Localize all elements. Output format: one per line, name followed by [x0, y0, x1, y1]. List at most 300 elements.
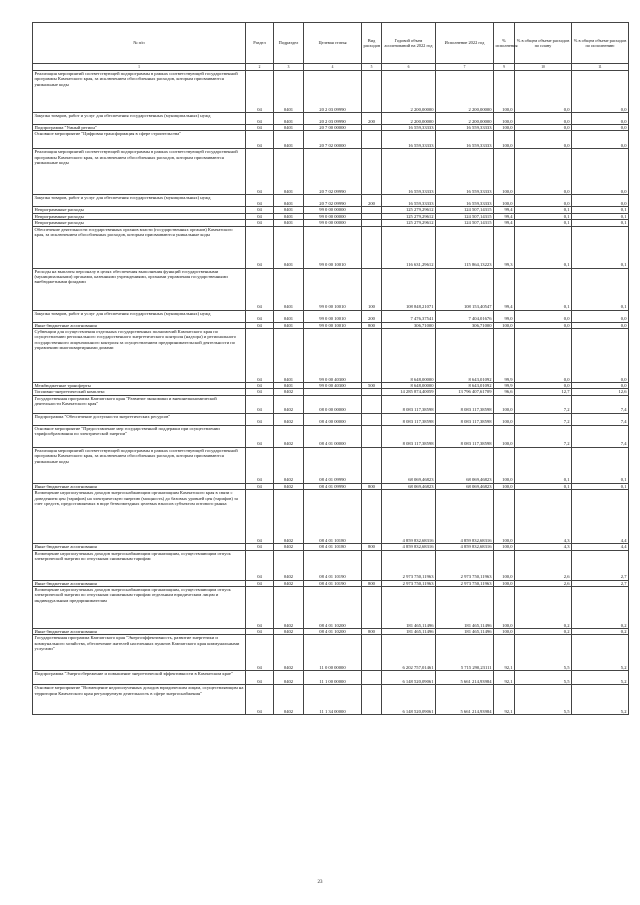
- table-row: [33, 113, 629, 125]
- row-name-cell: Реализация мероприятий соответствующей подпрограммы в рамках соответствующей государственной программы Камчатского края, за исключением обособленных расходов, которым присваиваются уникальные коды: [33, 447, 246, 483]
- plan-amount-cell: 4 859 832,68316: [382, 490, 436, 544]
- razdel-cell: 04: [246, 322, 274, 328]
- share-fact-cell: 5,2: [572, 685, 629, 715]
- row-name-cell: Подпрограмма "Обеспечение доступности энергетических ресурсов": [33, 413, 246, 425]
- razdel-cell: 04: [246, 389, 274, 395]
- column-number-cell: 5: [362, 64, 382, 71]
- row-name-cell: Закупка товаров, работ и услуг для обеспечения государственных (муниципальных) нужд: [33, 310, 246, 322]
- podrazdel-cell: 0401: [274, 322, 304, 328]
- razdel-cell: 04: [246, 329, 274, 383]
- fact-amount-cell: 68 069,46823: [436, 447, 494, 483]
- plan-amount-cell: 14 285 874,40059: [382, 389, 436, 395]
- share-plan-cell: 2,6: [515, 580, 572, 586]
- razdel-cell: 04: [246, 629, 274, 635]
- column-number-cell: 3: [274, 64, 304, 71]
- razdel-cell: 04: [246, 671, 274, 685]
- share-fact-cell: 2,7: [572, 580, 629, 586]
- share-fact-cell: 0,0: [572, 195, 629, 207]
- share-plan-cell: 2,6: [515, 550, 572, 580]
- fact-amount-cell: 8 643,01092: [436, 383, 494, 389]
- fact-amount-cell: 181 465,11496: [436, 587, 494, 629]
- share-plan-cell: 0,0: [515, 383, 572, 389]
- target-article-cell: 20 7 02 09990: [304, 195, 362, 207]
- execution-percent-cell: 100,0: [494, 395, 515, 413]
- column-number-row: [33, 64, 629, 71]
- razdel-cell: 04: [246, 131, 274, 149]
- podrazdel-cell: 0401: [274, 149, 304, 195]
- document-page: [32, 22, 628, 715]
- share-fact-cell: 0,1: [572, 226, 629, 268]
- fact-amount-cell: 115 864,13223: [436, 226, 494, 268]
- fact-amount-cell: 124 507,14315: [436, 207, 494, 213]
- share-fact-cell: 0,2: [572, 629, 629, 635]
- share-plan-cell: 0,0: [515, 113, 572, 125]
- table-row: [33, 635, 629, 671]
- share-fact-cell: 5,2: [572, 635, 629, 671]
- share-plan-cell: 7,2: [515, 413, 572, 425]
- fact-amount-cell: 8 083 117,38598: [436, 395, 494, 413]
- target-article-cell: 20 7 02 09990: [304, 149, 362, 195]
- plan-amount-cell: 68 069,46823: [382, 447, 436, 483]
- plan-amount-cell: 181 465,11496: [382, 629, 436, 635]
- execution-percent-cell: 99,9: [494, 383, 515, 389]
- row-name-cell: Закупка товаров, работ и услуг для обеспечения государственных (муниципальных) нужд: [33, 113, 246, 125]
- expense-type-cell: [362, 413, 382, 425]
- header-cell: Годовой объем ассигнований на 2022 год: [382, 23, 436, 64]
- podrazdel-cell: 0401: [274, 268, 304, 310]
- expense-type-cell: 800: [362, 322, 382, 328]
- target-article-cell: 08 4 01 10200: [304, 629, 362, 635]
- header-cell: % в общем объеме расходов по плану: [515, 23, 572, 64]
- podrazdel-cell: 0402: [274, 490, 304, 544]
- row-name-cell: Закупка товаров, работ и услуг для обеспечения государственных (муниципальных) нужд: [33, 195, 246, 207]
- share-fact-cell: 0,1: [572, 483, 629, 489]
- podrazdel-cell: 0402: [274, 483, 304, 489]
- razdel-cell: 04: [246, 550, 274, 580]
- plan-amount-cell: 2 973 750,11963: [382, 580, 436, 586]
- share-fact-cell: 7,4: [572, 395, 629, 413]
- share-fact-cell: 0,1: [572, 213, 629, 219]
- plan-amount-cell: 181 465,11496: [382, 587, 436, 629]
- share-plan-cell: 0,0: [515, 125, 572, 131]
- expense-type-cell: 800: [362, 580, 382, 586]
- razdel-cell: 04: [246, 447, 274, 483]
- row-name-cell: Непрограммные расходы: [33, 207, 246, 213]
- expense-type-cell: 200: [362, 195, 382, 207]
- header-cell: № п/п: [33, 23, 246, 64]
- target-article-cell: 11 0 00 00000: [304, 635, 362, 671]
- table-row: [33, 395, 629, 413]
- podrazdel-cell: 0402: [274, 425, 304, 447]
- plan-amount-cell: 125 279,29612: [382, 220, 436, 226]
- execution-percent-cell: 100,0: [494, 580, 515, 586]
- fact-amount-cell: 4 859 832,68316: [436, 490, 494, 544]
- execution-percent-cell: 100,0: [494, 413, 515, 425]
- share-fact-cell: 2,7: [572, 550, 629, 580]
- podrazdel-cell: 0402: [274, 635, 304, 671]
- plan-amount-cell: 8 648,00000: [382, 383, 436, 389]
- share-fact-cell: 0,0: [572, 71, 629, 113]
- share-fact-cell: 0,1: [572, 268, 629, 310]
- share-plan-cell: 0,1: [515, 483, 572, 489]
- plan-amount-cell: 16 559,33333: [382, 195, 436, 207]
- row-name-cell: Основное мероприятие "Цифровая трансформация в сфере строительства": [33, 131, 246, 149]
- share-plan-cell: 0,2: [515, 629, 572, 635]
- plan-amount-cell: 7 476,37541: [382, 310, 436, 322]
- execution-percent-cell: 100,0: [494, 483, 515, 489]
- share-fact-cell: 0,0: [572, 113, 629, 125]
- fact-amount-cell: 2 200,00000: [436, 113, 494, 125]
- column-number-cell: 7: [436, 64, 494, 71]
- expense-type-cell: [362, 425, 382, 447]
- header-cell: % в общем объеме расходов по исполнению: [572, 23, 629, 64]
- execution-percent-cell: 99,4: [494, 213, 515, 219]
- target-article-cell: 08 4 01 10180: [304, 490, 362, 544]
- execution-percent-cell: 100,0: [494, 149, 515, 195]
- plan-amount-cell: 6 148 520,09061: [382, 685, 436, 715]
- row-name-cell: Подпрограмма "Энергосбережение и повышение энергетической эффективности в Камчатском крае": [33, 671, 246, 685]
- plan-amount-cell: 6 148 520,09061: [382, 671, 436, 685]
- budget-table: [32, 22, 629, 715]
- column-number-cell: 1: [33, 64, 246, 71]
- razdel-cell: 04: [246, 587, 274, 629]
- execution-percent-cell: 100,0: [494, 629, 515, 635]
- expense-type-cell: [362, 671, 382, 685]
- execution-percent-cell: 100,0: [494, 425, 515, 447]
- razdel-cell: 04: [246, 425, 274, 447]
- plan-amount-cell: 16 559,33333: [382, 149, 436, 195]
- row-name-cell: Основное мероприятие "Возмещение недополученных доходов юридическим лицам, осуществляющим на территории Камчатского края регулируемую деятельность в сфере энергоснабжения": [33, 685, 246, 715]
- expense-type-cell: [362, 587, 382, 629]
- fact-amount-cell: 5 661 214,93984: [436, 671, 494, 685]
- podrazdel-cell: 0401: [274, 207, 304, 213]
- column-number-cell: 9: [494, 64, 515, 71]
- execution-percent-cell: 100,0: [494, 587, 515, 629]
- expense-type-cell: [362, 149, 382, 195]
- share-fact-cell: 0,1: [572, 220, 629, 226]
- expense-type-cell: [362, 635, 382, 671]
- razdel-cell: 04: [246, 220, 274, 226]
- podrazdel-cell: 0402: [274, 395, 304, 413]
- target-article-cell: 20 7 02 00000: [304, 131, 362, 149]
- expense-type-cell: 100: [362, 268, 382, 310]
- fact-amount-cell: 8 083 117,38598: [436, 425, 494, 447]
- execution-percent-cell: 100,0: [494, 447, 515, 483]
- razdel-cell: 04: [246, 213, 274, 219]
- header-cell: Целевая статья: [304, 23, 362, 64]
- share-plan-cell: 7,2: [515, 425, 572, 447]
- fact-amount-cell: 8 083 117,38598: [436, 413, 494, 425]
- page-number: 23: [317, 880, 323, 885]
- header-cell: Подраздел: [274, 23, 304, 64]
- column-number-cell: 4: [304, 64, 362, 71]
- fact-amount-cell: 5 715 290,23111: [436, 635, 494, 671]
- plan-amount-cell: 2 200,00000: [382, 71, 436, 113]
- row-name-cell: Реализация мероприятий соответствующей подпрограммы в рамках соответствующей государственной программы Камчатского края, за исключением обособленных расходов, которым присваиваются уникальные коды: [33, 71, 246, 113]
- plan-amount-cell: 6 202 757,01461: [382, 635, 436, 671]
- row-name-cell: Непрограммные расходы: [33, 213, 246, 219]
- share-plan-cell: 0,1: [515, 220, 572, 226]
- table-header-row: [33, 23, 629, 64]
- expense-type-cell: 200: [362, 113, 382, 125]
- execution-percent-cell: 92,1: [494, 635, 515, 671]
- execution-percent-cell: 92,1: [494, 685, 515, 715]
- razdel-cell: 04: [246, 544, 274, 550]
- share-plan-cell: 0,0: [515, 149, 572, 195]
- expense-type-cell: 800: [362, 629, 382, 635]
- target-article-cell: 11 1 34 00000: [304, 685, 362, 715]
- share-fact-cell: 0,0: [572, 125, 629, 131]
- share-plan-cell: 5,5: [515, 685, 572, 715]
- share-plan-cell: 0,1: [515, 447, 572, 483]
- execution-percent-cell: 100,0: [494, 113, 515, 125]
- row-name-cell: Возмещение недополученных доходов энергоснабжающим организациям, осуществляющим отпуск электрической энергии по отпускным сниженным тарифам отдельным юридическим лицам и индивидуальным предпринимателям: [33, 587, 246, 629]
- podrazdel-cell: 0402: [274, 685, 304, 715]
- share-fact-cell: 4,4: [572, 490, 629, 544]
- target-article-cell: 20 2 03 09990: [304, 71, 362, 113]
- razdel-cell: 04: [246, 635, 274, 671]
- expense-type-cell: 800: [362, 544, 382, 550]
- expense-type-cell: [362, 131, 382, 149]
- plan-amount-cell: 125 279,29612: [382, 213, 436, 219]
- razdel-cell: 04: [246, 195, 274, 207]
- table-row: [33, 268, 629, 310]
- podrazdel-cell: 0401: [274, 383, 304, 389]
- razdel-cell: 04: [246, 268, 274, 310]
- table-row: [33, 587, 629, 629]
- table-row: [33, 195, 629, 207]
- plan-amount-cell: 108 848,21071: [382, 268, 436, 310]
- plan-amount-cell: 306,71000: [382, 322, 436, 328]
- share-plan-cell: 0,0: [515, 131, 572, 149]
- podrazdel-cell: 0401: [274, 213, 304, 219]
- row-name-cell: Иные бюджетные ассигнования: [33, 544, 246, 550]
- share-fact-cell: 5,2: [572, 671, 629, 685]
- row-name-cell: Реализация мероприятий соответствующей подпрограммы в рамках соответствующей государственной программы Камчатского края, за исключением обособленных расходов, которым присваиваются уникальные коды: [33, 149, 246, 195]
- expense-type-cell: [362, 550, 382, 580]
- plan-amount-cell: 16 559,33333: [382, 131, 436, 149]
- row-name-cell: Подпрограмма "Умный регион": [33, 125, 246, 131]
- share-fact-cell: 0,0: [572, 131, 629, 149]
- share-plan-cell: 4,3: [515, 544, 572, 550]
- table-row: [33, 550, 629, 580]
- plan-amount-cell: 2 200,00000: [382, 113, 436, 125]
- fact-amount-cell: 5 661 214,93984: [436, 685, 494, 715]
- razdel-cell: 04: [246, 226, 274, 268]
- target-article-cell: 99 0 00 40300: [304, 383, 362, 389]
- razdel-cell: 04: [246, 207, 274, 213]
- target-article-cell: 08 4 01 10200: [304, 587, 362, 629]
- share-plan-cell: 5,5: [515, 635, 572, 671]
- share-fact-cell: 0,0: [572, 310, 629, 322]
- column-number-cell: 10: [515, 64, 572, 71]
- execution-percent-cell: 99,4: [494, 207, 515, 213]
- razdel-cell: 04: [246, 113, 274, 125]
- share-fact-cell: 7,4: [572, 413, 629, 425]
- row-name-cell: Межбюджетные трансферты: [33, 383, 246, 389]
- header-cell: Исполнение 2022 год: [436, 23, 494, 64]
- fact-amount-cell: 7 404,01676: [436, 310, 494, 322]
- execution-percent-cell: 100,0: [494, 71, 515, 113]
- fact-amount-cell: 16 559,33333: [436, 195, 494, 207]
- razdel-cell: 04: [246, 483, 274, 489]
- razdel-cell: 04: [246, 413, 274, 425]
- share-fact-cell: 0,2: [572, 587, 629, 629]
- target-article-cell: 99 0 00 10010: [304, 322, 362, 328]
- execution-percent-cell: 99,0: [494, 310, 515, 322]
- target-article-cell: 20 2 03 09990: [304, 113, 362, 125]
- fact-amount-cell: 181 465,11496: [436, 629, 494, 635]
- expense-type-cell: [362, 226, 382, 268]
- razdel-cell: 04: [246, 395, 274, 413]
- share-plan-cell: 0,0: [515, 322, 572, 328]
- share-plan-cell: 0,1: [515, 207, 572, 213]
- row-name-cell: Субвенции для осуществления отдельных государственных полномочий Камчатского края по осуществлению регионального государственного энергетического контроля (надзора) и регионального государственного лицензионного контроля за осуществлением предпринимательской деятельности по управлению многоквартирными домами: [33, 329, 246, 383]
- razdel-cell: 04: [246, 149, 274, 195]
- row-name-cell: Расходы на выплаты персоналу в целях обеспечения выполнения функций государственными (муниципальными) органами, казенными учреждениями, органами управления государственными внебюджетными фондами: [33, 268, 246, 310]
- fact-amount-cell: 124 507,14315: [436, 220, 494, 226]
- podrazdel-cell: 0402: [274, 550, 304, 580]
- target-article-cell: 99 0 00 00000: [304, 213, 362, 219]
- fact-amount-cell: 306,71000: [436, 322, 494, 328]
- row-name-cell: Возмещение недополученных доходов энергоснабжающим организациям Камчатского края в связи с доведением цен (тарифов) на электрическую энергию (мощность) до базовых уровней цен (тарифов) за счет средств, предоставляемых в виде безвозмездных целевых взносов субъектом оптового рынка: [33, 490, 246, 544]
- table-row: [33, 226, 629, 268]
- fact-amount-cell: 13 796 407,61709: [436, 389, 494, 395]
- share-fact-cell: 0,1: [572, 447, 629, 483]
- razdel-cell: 04: [246, 383, 274, 389]
- share-plan-cell: 0,0: [515, 195, 572, 207]
- table-row: [33, 310, 629, 322]
- table-row: [33, 413, 629, 425]
- target-article-cell: 99 0 00 10010: [304, 310, 362, 322]
- row-name-cell: Иные бюджетные ассигнования: [33, 629, 246, 635]
- row-name-cell: Возмещение недополученных доходов энергоснабжающим организациям, осуществляющим отпуск электрической энергии по отпускным сниженным тарифам: [33, 550, 246, 580]
- plan-amount-cell: 8 083 117,38598: [382, 413, 436, 425]
- row-name-cell: Иные бюджетные ассигнования: [33, 483, 246, 489]
- target-article-cell: 99 0 00 40300: [304, 329, 362, 383]
- row-name-cell: Непрограммные расходы: [33, 220, 246, 226]
- share-fact-cell: 0,1: [572, 207, 629, 213]
- execution-percent-cell: 100,0: [494, 490, 515, 544]
- podrazdel-cell: 0402: [274, 587, 304, 629]
- plan-amount-cell: 116 631,29612: [382, 226, 436, 268]
- razdel-cell: 04: [246, 125, 274, 131]
- plan-amount-cell: 8 083 117,38598: [382, 395, 436, 413]
- column-number-cell: 11: [572, 64, 629, 71]
- razdel-cell: 04: [246, 580, 274, 586]
- fact-amount-cell: 16 559,33333: [436, 131, 494, 149]
- header-cell: Вид расходов: [362, 23, 382, 64]
- share-plan-cell: 0,1: [515, 268, 572, 310]
- row-name-cell: Государственная программа Камчатского края "Развитие экономики и внешнеэкономической деятельности Камчатского края": [33, 395, 246, 413]
- target-article-cell: 08 4 01 00000: [304, 425, 362, 447]
- column-number-cell: 6: [382, 64, 436, 71]
- share-plan-cell: 12,7: [515, 389, 572, 395]
- target-article-cell: 08 4 01 09990: [304, 447, 362, 483]
- podrazdel-cell: 0401: [274, 226, 304, 268]
- row-name-cell: Обеспечение деятельности государственных органов власти (государственных органов) Камчатского края, за исключением обособленных расходов, которым присваиваются уникальные коды: [33, 226, 246, 268]
- podrazdel-cell: 0401: [274, 71, 304, 113]
- podrazdel-cell: 0401: [274, 220, 304, 226]
- target-article-cell: 08 4 01 09990: [304, 483, 362, 489]
- table-row: [33, 685, 629, 715]
- target-article-cell: 08 4 00 00000: [304, 413, 362, 425]
- razdel-cell: 04: [246, 685, 274, 715]
- expense-type-cell: 500: [362, 383, 382, 389]
- expense-type-cell: [362, 447, 382, 483]
- fact-amount-cell: 16 559,33333: [436, 125, 494, 131]
- share-fact-cell: 4,4: [572, 544, 629, 550]
- share-fact-cell: 0,0: [572, 322, 629, 328]
- column-number-cell: 2: [246, 64, 274, 71]
- expense-type-cell: [362, 71, 382, 113]
- podrazdel-cell: 0401: [274, 113, 304, 125]
- podrazdel-cell: 0402: [274, 413, 304, 425]
- target-article-cell: 08 4 01 10180: [304, 544, 362, 550]
- share-plan-cell: 0,2: [515, 587, 572, 629]
- table-row: [33, 671, 629, 685]
- row-name-cell: Иные бюджетные ассигнования: [33, 322, 246, 328]
- execution-percent-cell: 100,0: [494, 131, 515, 149]
- table-row: [33, 490, 629, 544]
- fact-amount-cell: 4 859 832,68316: [436, 544, 494, 550]
- execution-percent-cell: 100,0: [494, 544, 515, 550]
- execution-percent-cell: 96,6: [494, 389, 515, 395]
- podrazdel-cell: 0401: [274, 195, 304, 207]
- share-plan-cell: 0,1: [515, 226, 572, 268]
- podrazdel-cell: 0402: [274, 671, 304, 685]
- row-name-cell: Основное мероприятие "Предоставление мер государственной поддержки при осуществлении тарифообразования по электрической энергии": [33, 425, 246, 447]
- target-article-cell: 99 0 00 00000: [304, 220, 362, 226]
- fact-amount-cell: 124 507,14315: [436, 213, 494, 219]
- share-fact-cell: 7,4: [572, 425, 629, 447]
- table-row: [33, 71, 629, 113]
- podrazdel-cell: 0401: [274, 131, 304, 149]
- table-row: [33, 131, 629, 149]
- plan-amount-cell: 68 069,46823: [382, 483, 436, 489]
- plan-amount-cell: 2 973 750,11963: [382, 550, 436, 580]
- plan-amount-cell: 4 859 832,68316: [382, 544, 436, 550]
- razdel-cell: 04: [246, 490, 274, 544]
- execution-percent-cell: 100,0: [494, 322, 515, 328]
- header-cell: Раздел: [246, 23, 274, 64]
- expense-type-cell: 200: [362, 310, 382, 322]
- execution-percent-cell: 99,4: [494, 220, 515, 226]
- execution-percent-cell: 100,0: [494, 125, 515, 131]
- fact-amount-cell: 2 973 750,11963: [436, 550, 494, 580]
- share-plan-cell: 0,0: [515, 71, 572, 113]
- podrazdel-cell: 0401: [274, 329, 304, 383]
- expense-type-cell: [362, 490, 382, 544]
- target-article-cell: 08 4 01 10190: [304, 580, 362, 586]
- expense-type-cell: [362, 395, 382, 413]
- podrazdel-cell: 0402: [274, 389, 304, 395]
- target-article-cell: 20 7 00 00000: [304, 125, 362, 131]
- podrazdel-cell: 0401: [274, 310, 304, 322]
- plan-amount-cell: 8 083 117,38598: [382, 425, 436, 447]
- expense-type-cell: [362, 329, 382, 383]
- table-row: [33, 149, 629, 195]
- fact-amount-cell: 2 973 750,11963: [436, 580, 494, 586]
- share-plan-cell: 4,3: [515, 490, 572, 544]
- execution-percent-cell: 99,4: [494, 268, 515, 310]
- expense-type-cell: [362, 685, 382, 715]
- execution-percent-cell: 100,0: [494, 195, 515, 207]
- target-article-cell: 08 0 00 00000: [304, 395, 362, 413]
- podrazdel-cell: 0402: [274, 544, 304, 550]
- share-plan-cell: 0,0: [515, 310, 572, 322]
- table-row: [33, 447, 629, 483]
